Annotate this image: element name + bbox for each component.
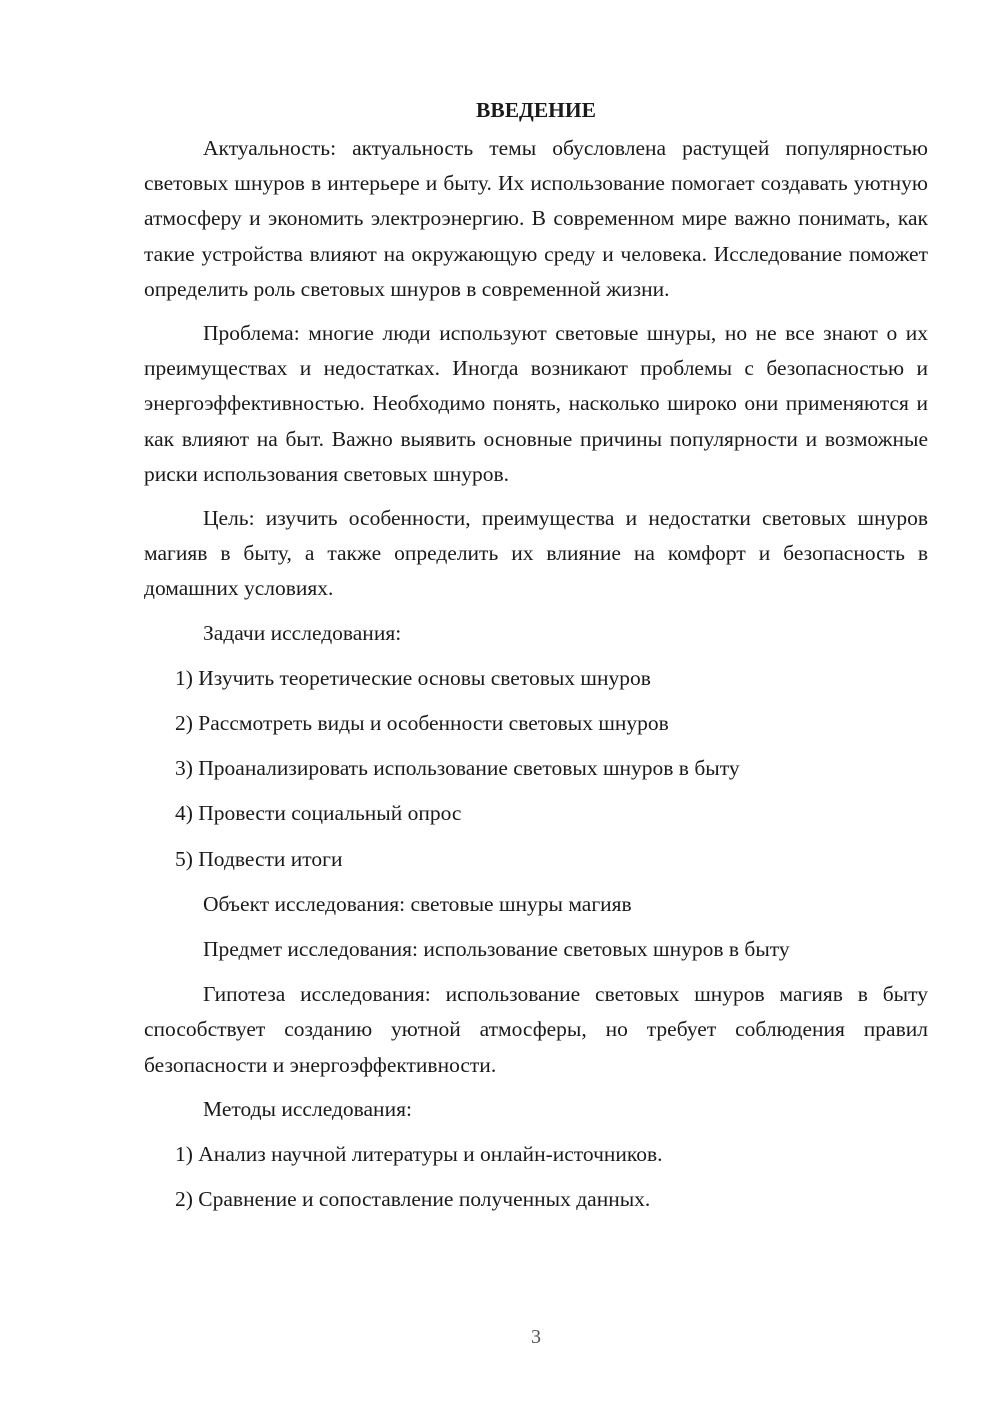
problem-paragraph: Проблема: многие люди используют световые шнуры, но не все знают о их преимуществах и недостатках. Иногда возникают проблемы с безопасностью и энергоэффективностью. Необходимо понять, насколько широко они применяются и как влияют на быт. Важно выявить основные причины популярности и возможные риски использования световых шнуров. [144,321,928,486]
page-number: 3 [531,1326,541,1348]
task-item-4: 4) Провести социальный опрос [175,801,462,826]
method-item-2: 2) Сравнение и сопоставление полученных данных. [175,1187,651,1212]
task-item-2: 2) Рассмотреть виды и особенности световых шнуров [175,711,669,736]
relevance-paragraph: Актуальность: актуальность темы обусловлена растущей популярностью световых шнуров в интерьере и быту. Их использование помогает создавать уютную атмосферу и экономить электроэнергию. В современном мире важно понимать, как такие устройства влияют на окружающую среду и человека. Исследование поможет определить роль световых шнуров в современной жизни. [144,136,928,301]
methods-label: Методы исследования: [203,1096,412,1121]
page-title: ВВЕДЕНИЕ [476,98,596,122]
subject-paragraph: Предмет исследования: использование световых шнуров в быту [203,937,790,962]
hypothesis-paragraph: Гипотеза исследования: использование световых шнуров магияв в быту способствует созданию уютной атмосферы, но требует соблюдения правил безопасности и энергоэффективности. [144,982,928,1077]
task-item-1: 1) Изучить теоретические основы световых шнуров [175,665,651,690]
method-item-1: 1) Анализ научной литературы и онлайн-источников. [175,1142,663,1167]
document-page [144,92,928,1227]
tasks-label: Задачи исследования: [203,620,402,645]
task-item-5: 5) Подвести итоги [175,846,343,871]
goal-paragraph: Цель: изучить особенности, преимущества и недостатки световых шнуров магияв в быту, а также определить их влияние на комфорт и безопасность в домашних условиях. [144,506,928,601]
object-paragraph: Объект исследования: световые шнуры магияв [203,891,632,916]
task-item-3: 3) Проанализировать использование световых шнуров в быту [175,756,740,781]
